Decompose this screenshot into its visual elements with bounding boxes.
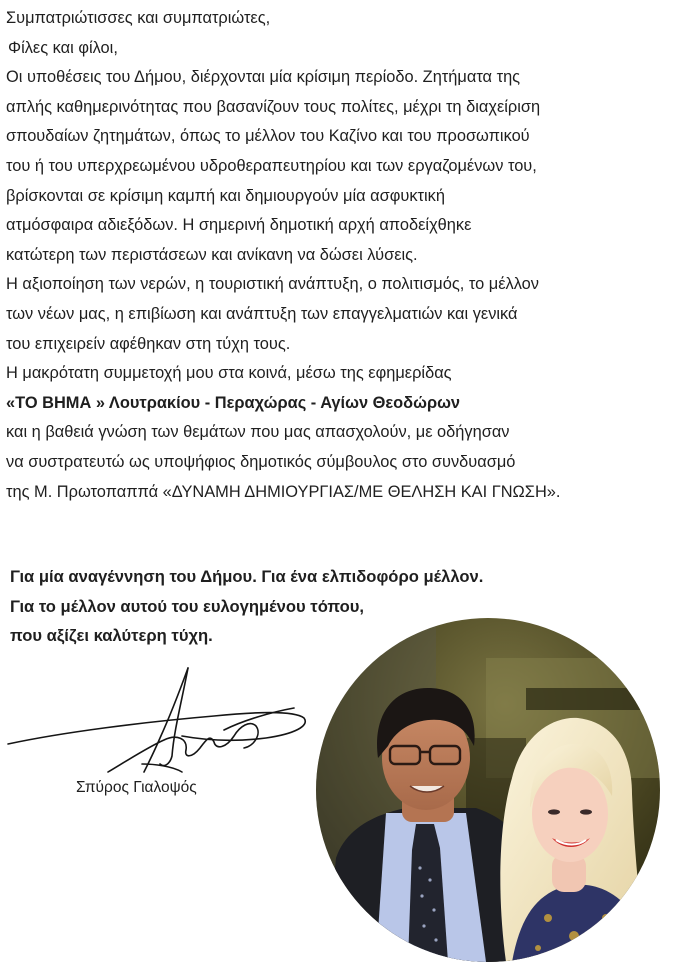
paragraph-1-line: σπουδαίων ζητημάτων, όπως το μέλλον του Καζίνο και του προσωπικού — [6, 127, 530, 146]
paragraph-3-line: Η μακρότατη συμμετοχή μου στα κοινά, μέσω της εφημερίδας — [6, 364, 452, 383]
paragraph-1-line: του ή του υπερχρεωμένου υδροθεραπευτηρίου και των εργαζομένων του, — [6, 156, 537, 175]
paragraph-2-line: των νέων μας, η επιβίωση και ανάπτυξη των επαγγελματιών και γενικά — [6, 304, 518, 323]
paragraph-1-line: βρίσκονται σε κρίσιμη καμπή και δημιουργούν μία ασφυκτική — [6, 186, 445, 205]
paragraph-1 — [6, 63, 672, 270]
portrait-photo — [316, 618, 660, 962]
paragraph-1-line: Οι υποθέσεις του Δήμου, διέρχονται μία κρίσιμη περίοδο. Ζητήματα της — [6, 68, 521, 87]
paragraph-2-line: του επιχειρείν αφέθηκαν στη τύχη τους. — [6, 334, 291, 353]
salutation-line-1: Συμπατριώτισσες και συμπατριώτες, — [6, 9, 271, 27]
paragraph-1-line: κατώτερη των περιστάσεων και ανίκανη να δώσει λύσεις. — [6, 245, 418, 264]
salutation-line-2: Φίλες και φίλοι, — [8, 38, 118, 57]
signer-name: Σπύρος Γιαλοψός — [76, 779, 197, 796]
closing-line: που αξίζει καλύτερη τύχη. — [10, 626, 213, 646]
paragraph-3-line: της Μ. Πρωτοπαππά «ΔΥΝΑΜΗ ΔΗΜΙΟΥΡΓΙΑΣ/ΜΕ ΘΕΛΗΣΗ ΚΑΙ ΓΝΩΣΗ». — [6, 482, 561, 501]
letter-body — [6, 4, 672, 507]
paragraph-1-line: ατμόσφαιρα αδιεξόδων. Η σημερινή δημοτική αρχή αποδείχθηκε — [6, 216, 472, 235]
paragraph-3-line: να συστρατευτώ ως υποψήφιος δημοτικός σύμβουλος στο συνδυασμό — [6, 452, 516, 471]
handwritten-signature — [4, 660, 314, 780]
paragraph-2 — [6, 270, 672, 359]
paragraph-2-line: Η αξιοποίηση των νερών, η τουριστική ανάπτυξη, ο πολιτισμός, το μέλλον — [6, 275, 539, 294]
paragraph-3 — [6, 359, 672, 507]
paragraph-3-line: και η βαθειά γνώση των θεμάτων που μας απασχολούν, με οδήγησαν — [6, 423, 510, 442]
paragraph-1-line: απλής καθημερινότητας που βασανίζουν τους πολίτες, μέχρι τη διαχείριση — [6, 97, 541, 116]
newspaper-name: «ΤΟ ΒΗΜΑ » Λουτρακίου - Περαχώρας - Αγίων Θεοδώρων — [6, 393, 461, 412]
closing-line: Για το μέλλον αυτού του ευλογημένου τόπου, — [10, 596, 365, 616]
closing-line: Για μία αναγέννηση του Δήμου. Για ένα ελπιδοφόρο μέλλον. — [10, 567, 484, 586]
